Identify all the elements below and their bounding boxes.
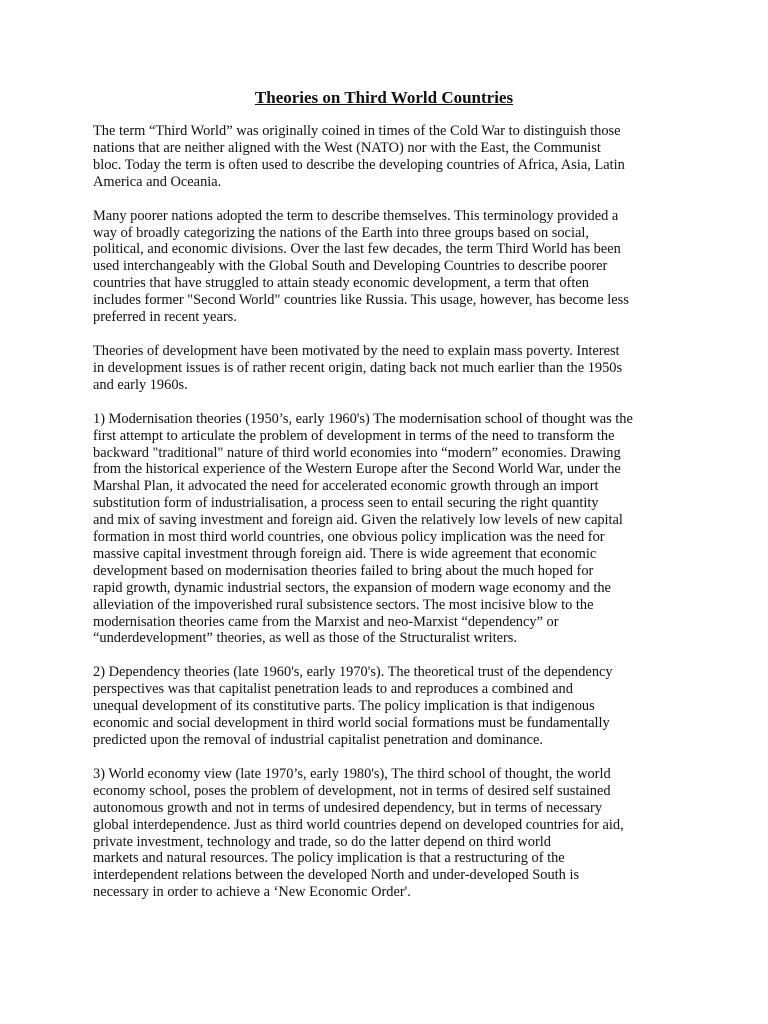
text-line: unequal development of its constitutive parts. The policy implication is that indigenous (93, 698, 595, 715)
text-line: alleviation of the impoverished rural subsistence sectors. The most incisive blow to the (93, 596, 594, 613)
text-line: in development issues is of rather recent origin, dating back not much earlier than the 1950s (93, 359, 623, 376)
text-line: 2) Dependency theories (late 1960's, early 1970's). The theoretical trust of the dependency (93, 664, 613, 681)
text-line: from the historical experience of the Western Europe after the Second World War, under the (93, 461, 621, 478)
text-line: perspectives was that capitalist penetration leads to and reproduces a combined and (93, 681, 573, 698)
text-line: rapid growth, dynamic industrial sectors, the expansion of modern wage economy and the (93, 579, 611, 596)
paragraph-theories-intro (93, 343, 678, 394)
text-line: way of broadly categorizing the nations of the Earth into three groups based on social, (93, 224, 589, 241)
paragraph-poorer-nations (93, 208, 678, 326)
text-line: 1) Modernisation theories (1950’s, early 1960's) The modernisation school of thought was the (93, 410, 633, 427)
text-line: nations that are neither aligned with the West (NATO) nor with the East, the Communist (93, 139, 601, 156)
text-line: “underdevelopment” theories, as well as those of the Structuralist writers. (93, 630, 517, 647)
text-line: economy school, poses the problem of development, not in terms of desired self sustained (93, 782, 611, 799)
text-line: Marshal Plan, it advocated the need for accelerated economic growth through an import (93, 478, 599, 495)
text-line: massive capital investment through foreign aid. There is wide agreement that economic (93, 545, 597, 562)
text-line: includes former "Second World" countries like Russia. This usage, however, has become less (93, 292, 629, 309)
text-line: countries that have struggled to attain steady economic development, a term that often (93, 275, 589, 292)
text-line: interdependent relations between the developed North and under-developed South is (93, 867, 580, 884)
paragraph-dependency-theories (93, 664, 678, 749)
document-body (93, 123, 678, 918)
paragraph-modernisation-theories (93, 411, 678, 648)
text-line: and mix of saving investment and foreign aid. Given the relatively low levels of new capital (93, 512, 623, 529)
text-line: modernisation theories came from the Marxist and neo-Marxist “dependency” or (93, 613, 559, 630)
text-line: Theories of development have been motivated by the need to explain mass poverty. Interest (93, 342, 620, 359)
paragraph-third-world-term (93, 123, 678, 191)
text-line: backward "traditional" nature of third world economies into “modern” economies. Drawing (93, 444, 621, 461)
text-line: private investment, technology and trade, so do the latter depend on third world (93, 833, 551, 850)
text-line: 3) World economy view (late 1970’s, early 1980's), The third school of thought, the world (93, 765, 611, 782)
text-line: used interchangeably with the Global South and Developing Countries to describe poorer (93, 258, 608, 275)
text-line: markets and natural resources. The policy implication is that a restructuring of the (93, 850, 565, 867)
text-line: substitution form of industrialisation, a process seen to entail securing the right quantity (93, 495, 599, 512)
text-line: Many poorer nations adopted the term to describe themselves. This terminology provided a (93, 207, 619, 224)
text-line: development based on modernisation theories failed to bring about the much hoped for (93, 562, 594, 579)
text-line: global interdependence. Just as third world countries depend on developed countries for aid, (93, 816, 624, 833)
text-line: political, and economic divisions. Over the last few decades, the term Third World has been (93, 241, 621, 258)
text-line: preferred in recent years. (93, 309, 237, 326)
page-title: Theories on Third World Countries (254, 88, 514, 107)
paragraph-world-economy-view (93, 766, 678, 901)
text-line: economic and social development in third world social formations must be fundamentally (93, 715, 610, 732)
text-line: bloc. Today the term is often used to describe the developing countries of Africa, Asia, Latin (93, 156, 625, 173)
text-line: autonomous growth and not in terms of undesired dependency, but in terms of necessary (93, 799, 603, 816)
text-line: first attempt to articulate the problem of development in terms of the need to transform the (93, 427, 615, 444)
text-line: America and Oceania. (93, 173, 222, 190)
text-line: and early 1960s. (93, 376, 188, 393)
text-line: formation in most third world countries, one obvious policy implication was the need for (93, 529, 605, 546)
text-line: The term “Third World” was originally coined in times of the Cold War to distinguish those (93, 123, 621, 139)
text-line: necessary in order to achieve a ‘New Economic Order'. (93, 884, 411, 901)
text-line: predicted upon the removal of industrial capitalist penetration and dominance. (93, 732, 543, 748)
